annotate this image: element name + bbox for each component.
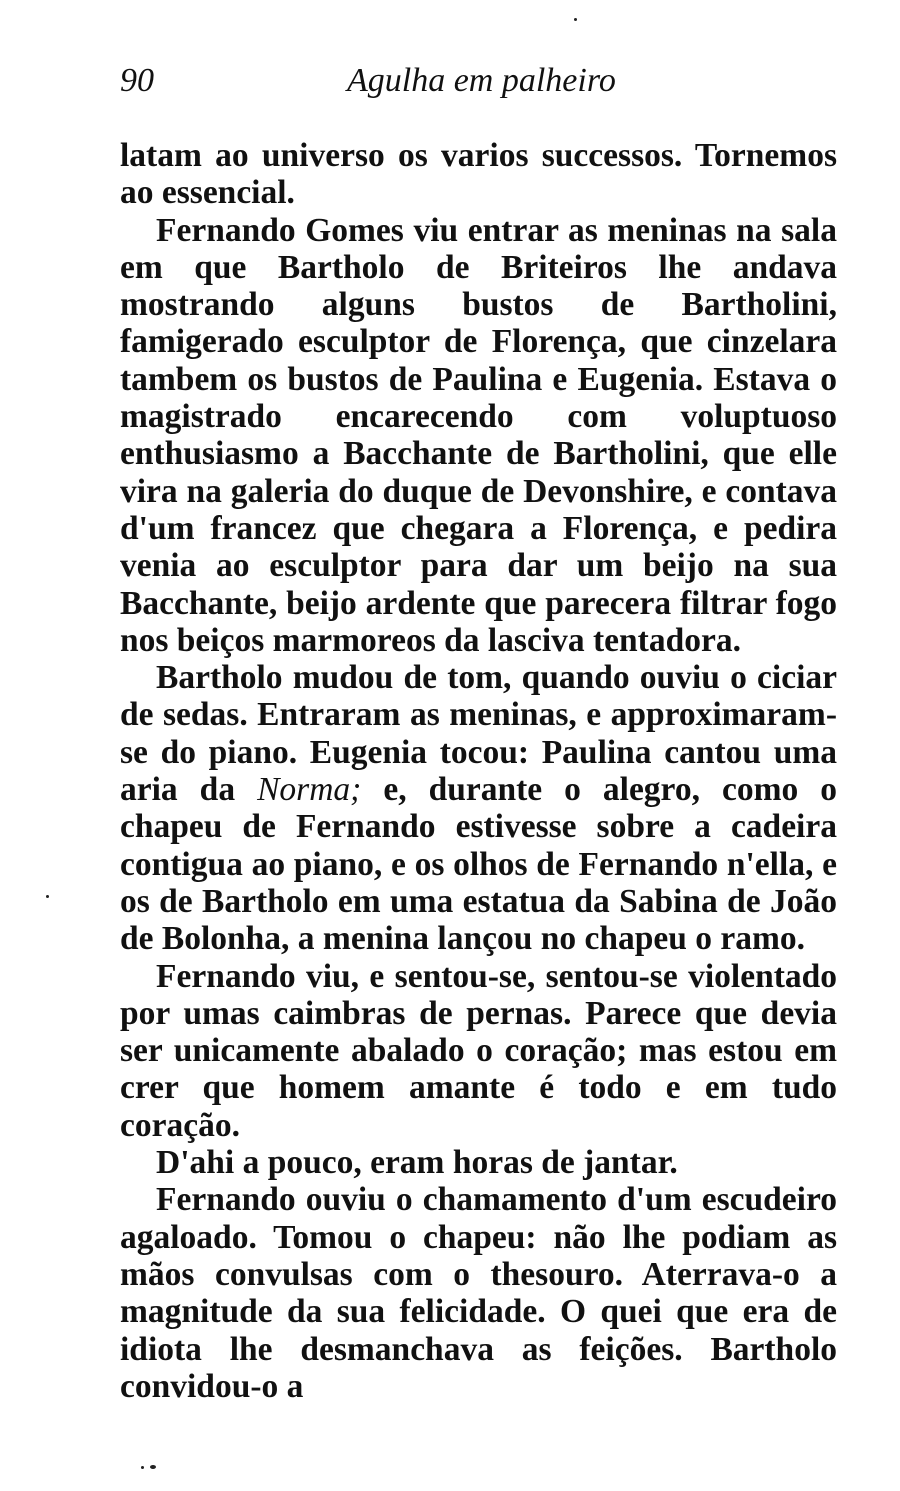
paragraph: Fernando ouviu o chamamento d'um escudeiro agaloado. Tomou o chapeu: não lhe podiam as mãos convulsas com o thesouro. Aterrava-o a magnitude da sua felicidade. O quei que era de idiota lhe desmanchava as feições. Bartholo convidou-o a xyxy=(120,1181,837,1405)
paragraph: Fernando Gomes viu entrar as meninas na sala em que Bartholo de Briteiros lhe andava mostrando alguns bustos de Bartholini, famigerado esculptor de Florença, que cinzelara tambem os bustos de Paulina e Eugenia. Estava o magistrado encarecendo com voluptuoso enthusiasmo a Bacchante de Bartholini, que elle vira na galeria do duque de Devonshire, e contava d'um francez que chegara a Florença, e pedira venia ao esculptor para dar um beijo na sua Bacchante, beijo ardente que parecera filtrar fogo nos beiços marmoreos da lasciva tentadora. xyxy=(120,211,837,659)
page-number: 90 xyxy=(120,62,154,99)
italic-title: Norma; xyxy=(257,771,362,809)
scan-speck xyxy=(150,1465,156,1469)
running-title: Agulha em palheiro xyxy=(347,62,616,99)
paragraph-text: e, durante o alegro, como o chapeu de Fernando estivesse sobre a cadeira contigua ao piano, e os olhos de Fernando n'ella, e os de Bartholo em uma estatua da Sabina de João de Bolonha, a menina lançou no chapeu o ramo. xyxy=(120,771,837,958)
scan-speck xyxy=(141,1466,144,1469)
paragraph xyxy=(120,659,837,957)
paragraph: Fernando viu, e sentou-se, sentou-se violentado por umas caimbras de pernas. Parece que devia ser unicamente abalado o coração; mas estou em crer que homem amante é todo e em tudo coração. xyxy=(120,957,837,1144)
paragraph: latam ao universo os varios successos. Tornemos ao essencial. xyxy=(120,137,837,212)
scan-speck xyxy=(574,18,577,21)
body-text xyxy=(120,137,837,1405)
scan-speck xyxy=(46,895,49,898)
paragraph: D'ahi a pouco, eram horas de jantar. xyxy=(156,1144,678,1182)
page-header xyxy=(120,62,840,112)
paragraph-text: Bartholo mudou de tom, quando ouviu o ciciar de sedas. Entraram as meninas, e approximaram-se do piano. Eugenia tocou: Paulina cantou uma aria da xyxy=(120,659,837,809)
